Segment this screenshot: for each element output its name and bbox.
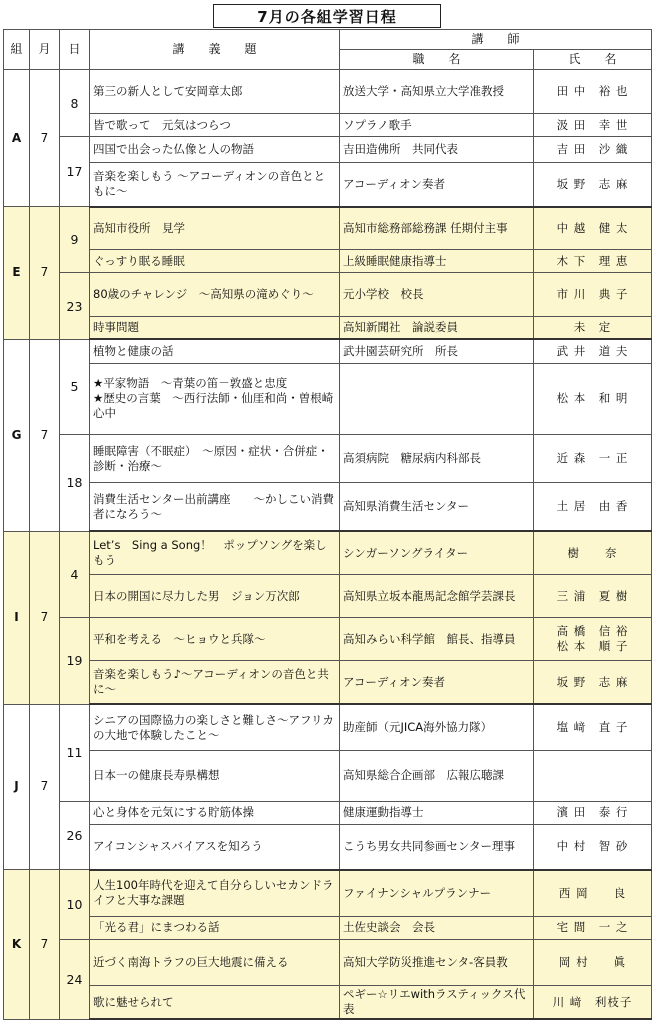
lecture-row [4,273,652,316]
month-cell: 7 [30,704,60,870]
lecture-row [4,250,652,273]
lecturer-position: 高知市総務部総務課 任期付主事 [340,207,534,250]
lecture-title: シニアの国際協力の楽しさと難しさ～アフリカの大地で体験したこと～ [90,704,340,750]
lecturer-name: 塩 﨑 直 子 [534,704,652,750]
lecturer-position: 放送大学・高知県立大学准教授 [340,70,534,114]
lecturer-position: ファイナンシャルプランナー [340,870,534,916]
lecture-row [4,70,652,114]
lecture-title: ぐっすり眠る睡眠 [90,250,340,273]
lecture-title: 四国で出会った仏像と人の物語 [90,137,340,162]
lecturer-name: 松 本 和 明 [534,364,652,435]
lecture-row [4,939,652,985]
header-position: 職 名 [340,50,534,70]
group-label: E [4,207,30,340]
lecturer-name: 市 川 典 子 [534,273,652,316]
lecture-title: 皆で歌って 元気はつらつ [90,114,340,137]
month-cell: 7 [30,531,60,704]
schedule-table [3,29,652,1020]
lecture-row [4,824,652,869]
lecture-row [4,137,652,162]
lecture-title: 80歳のチャレンジ ～高知県の滝めぐり～ [90,273,340,316]
lecturer-name: 西 岡 良 [534,870,652,916]
lecture-row [4,801,652,824]
lecturer-position: 上級睡眠健康指導士 [340,250,534,273]
lecturer-position: 高知大学防災推進センタ-客員教 [340,939,534,985]
lecture-title: 日本一の健康長寿県構想 [90,751,340,802]
month-cell: 7 [30,207,60,340]
lecturer-name: 吉 田 沙 織 [534,137,652,162]
lecturer-name: 木 下 理 恵 [534,250,652,273]
lecturer-name: 中 村 智 砂 [534,824,652,869]
day-cell: 18 [60,434,90,531]
lecture-row [4,339,652,363]
lecture-title: アイコンシャスバイアスを知ろう [90,824,340,869]
lecturer-position: 高知県消費生活センター [340,483,534,532]
lecturer-name: 田 中 裕 也 [534,70,652,114]
lecturer-name: 武 井 道 夫 [534,339,652,363]
lecturer-name: 岡 村 眞 [534,939,652,985]
lecture-row [4,114,652,137]
group-label: G [4,339,30,531]
day-cell: 5 [60,339,90,434]
schedule-body [4,70,652,1020]
lecturer-name: 中 越 健 太 [534,207,652,250]
lecture-title: ★平家物語 ～青葉の笛－敦盛と忠度 ★歴史の言葉 ～西行法師・仙厓和尚・曽根崎心中 [90,364,340,435]
lecture-row [4,434,652,483]
day-cell: 23 [60,273,90,339]
header-lecturer: 講 師 [340,30,652,50]
lecturer-position: 健康運動指導士 [340,801,534,824]
header-group: 組 [4,30,30,70]
day-cell: 19 [60,618,90,704]
lecture-row [4,531,652,574]
lecturer-position: 元小学校 校長 [340,273,534,316]
lecturer-position: こうち男女共同参画センター理事 [340,824,534,869]
lecture-title: 植物と健康の話 [90,339,340,363]
lecturer-position: 武井園芸研究所 所長 [340,339,534,363]
lecture-row [4,574,652,617]
lecture-title: 平和を考える ～ヒョウと兵隊～ [90,618,340,661]
lecture-title: 日本の開国に尽力した男 ジョン万次郎 [90,574,340,617]
lecturer-position: アコーディオン奏者 [340,162,534,206]
lecture-row [4,364,652,435]
lecturer-name: 未 定 [534,316,652,339]
lecturer-position: 高須病院 糖尿病内科部長 [340,434,534,483]
lecturer-name: 三 浦 夏 樹 [534,574,652,617]
lecturer-name: 土 居 由 香 [534,483,652,532]
day-cell: 17 [60,137,90,207]
lecture-title: 時事問題 [90,316,340,339]
month-cell: 7 [30,870,60,1019]
lecture-title: 第三の新人として安岡章太郎 [90,70,340,114]
lecture-title: 消費生活センター出前講座 ～かしこい消費者になろう～ [90,483,340,532]
day-cell: 9 [60,207,90,273]
lecturer-name [534,751,652,802]
lecture-row [4,618,652,661]
lecturer-name: 汲 田 幸 世 [534,114,652,137]
lecture-row [4,661,652,704]
group-label: K [4,870,30,1019]
lecturer-position [340,364,534,435]
group-label: I [4,531,30,704]
lecture-row [4,207,652,250]
header-day: 日 [60,30,90,70]
lecture-title: Let’s Sing a Song！ ポップソングを楽しもう [90,531,340,574]
lecturer-position: ソプラノ歌手 [340,114,534,137]
lecture-title: 音楽を楽しもう ～アコーディオンの音色とともに～ [90,162,340,206]
group-label: A [4,70,30,207]
lecturer-position: 高知みらい科学館 館長、指導員 [340,618,534,661]
lecturer-name: 近 森 一 正 [534,434,652,483]
day-cell: 10 [60,870,90,940]
lecturer-position: シンガーソングライター [340,531,534,574]
lecture-row [4,986,652,1019]
lecture-title: 近づく南海トラフの巨大地震に備える [90,939,340,985]
lecture-title: 睡眠障害（不眠症） ～原因・症状・合併症・診断・治療～ [90,434,340,483]
group-label: J [4,704,30,870]
lecture-row [4,751,652,802]
lecturer-name: 樹 奈 [534,531,652,574]
lecture-title: 高知市役所 見学 [90,207,340,250]
lecturer-position: 高知県立坂本龍馬記念館学芸課長 [340,574,534,617]
lecture-row [4,870,652,916]
header-month: 月 [30,30,60,70]
day-cell: 11 [60,704,90,801]
day-cell: 4 [60,531,90,617]
lecturer-position: 助産師（元JICA海外協力隊） [340,704,534,750]
page-title: 7月の各組学習日程 [213,4,441,28]
header-topic: 講 義 題 [90,30,340,70]
lecturer-name: 濱 田 泰 行 [534,801,652,824]
lecture-row [4,162,652,206]
header-name: 氏 名 [534,50,652,70]
lecture-row [4,483,652,532]
lecturer-position: ペギー☆リエwithラスティックス代表 [340,986,534,1019]
lecturer-position: 土佐史談会 会長 [340,916,534,939]
day-cell: 8 [60,70,90,137]
month-cell: 7 [30,339,60,531]
lecturer-position: 吉田造佛所 共同代表 [340,137,534,162]
lecturer-name: 坂 野 志 麻 [534,661,652,704]
lecture-title: 心と身体を元気にする貯筋体操 [90,801,340,824]
lecture-title: 人生100年時代を迎えて自分らしいセカンドライフと大事な課題 [90,870,340,916]
lecturer-position: 高知新聞社 論説委員 [340,316,534,339]
lecture-row [4,916,652,939]
lecturer-position: 高知県総合企画部 広報広聴課 [340,751,534,802]
lecturer-name: 川 﨑 利枝子 [534,986,652,1019]
lecturer-position: アコーディオン奏者 [340,661,534,704]
lecture-title: 「光る君」にまつわる話 [90,916,340,939]
lecturer-name: 宅 間 一 之 [534,916,652,939]
day-cell: 26 [60,801,90,870]
lecturer-name: 坂 野 志 麻 [534,162,652,206]
day-cell: 24 [60,939,90,1019]
lecture-row [4,704,652,750]
lecturer-name: 高 橋 信 裕 松 本 順 子 [534,618,652,661]
lecture-title: 音楽を楽しもう♪～アコーディオンの音色と共に～ [90,661,340,704]
month-cell: 7 [30,70,60,207]
lecture-title: 歌に魅せられて [90,986,340,1019]
lecture-row [4,316,652,339]
